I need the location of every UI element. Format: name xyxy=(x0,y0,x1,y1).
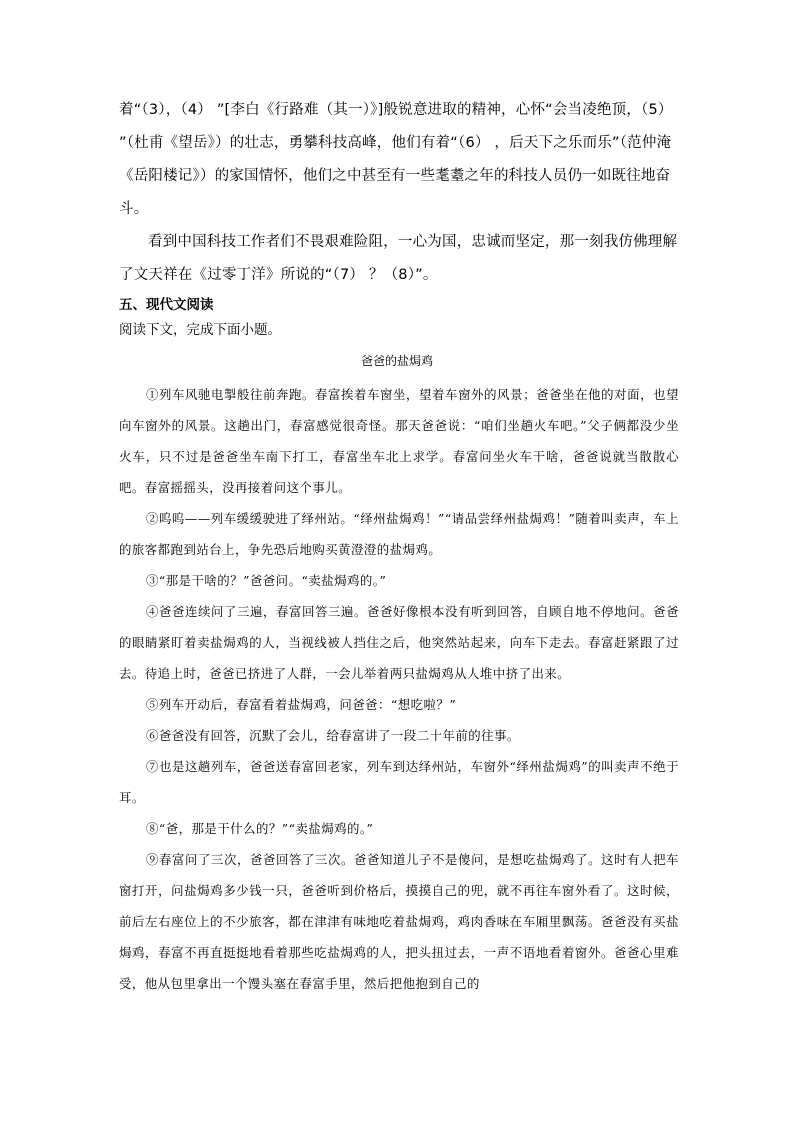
article-paragraph-8: ⑧“爸，那是干什么的？”“卖盐焗鸡的。” xyxy=(146,821,374,836)
section-instruction: 阅读下文，完成下面小题。 xyxy=(119,322,281,338)
intro-passage xyxy=(119,94,685,292)
article-paragraph-1: ①列车风驰电掣般往前奔跑。春富挨着车窗坐，望着车窗外的风景；爸爸坐在他的对面，也望向车窗外的风景。这趟出门，春富感觉很奇怪。那天爸爸说：“咱们坐趟火车吧。”父子俩都没少坐火车，只不过是爸爸坐车南下打工，春富坐车北上求学。春富问坐火车干啥，爸爸说就当散散心吧。春富摇摇头，没再接着问这个事儿。 xyxy=(119,387,679,495)
article-paragraph-7: ⑦也是这趟列车，爸爸送春富回老家，列车到达绎州站，车窗外“绎州盐焗鸡”的叫卖声不绝于耳。 xyxy=(119,759,679,805)
article-paragraph-6: ⑥爸爸没有回答，沉默了会儿，给春富讲了一段二十年前的往事。 xyxy=(146,728,520,743)
article-paragraph-9: ⑨春富问了三次，爸爸回答了三次。爸爸知道儿子不是傻问，是想吃盐焗鸡了。这时有人把车窗打开，问盐焗鸡多少钱一只，爸爸听到价格后，摸摸自己的兜，就不再往车窗外看了。这时候，前后左右座位上的不少旅客，都在津津有味地吃着盐焗鸡，鸡肉香味在车厢里飘荡。爸爸没有买盐焗鸡，春富不再直挺挺地看着那些吃盐焗鸡的人，把头扭过去，一声不语地看着窗外。爸爸心里难受，他从包里拿出一个馒头塞在春富手里，然后把他抱到自己的 xyxy=(119,852,679,991)
article-paragraph-2: ②呜呜——列车缓缓驶进了绎州站。“绎州盐焗鸡！”“请品尝绎州盐焗鸡！”随着叫卖声，车上的旅客都跑到站台上，争先恐后地购买黄澄澄的盐焗鸡。 xyxy=(119,511,679,557)
article-paragraph-4: ④爸爸连续问了三遍，春富回答三遍。爸爸好像根本没有听到回答，自顾自地不停地问。爸爸的眼睛紧盯着卖盐焗鸡的人，当视线被人挡住之后，他突然站起来，向车下走去。春富赶紧跟了过去。待追上时，爸爸已挤进了人群，一会儿举着两只盐焗鸡从人堆中挤了出来。 xyxy=(119,604,679,681)
article-paragraph-5: ⑤列车开动后，春富看着盐焗鸡，问爸爸：“想吃啦？” xyxy=(146,697,457,712)
intro-paragraph-1: 着“（3），（4） ”[李白《行路难（其一）》]般锐意进取的精神，心怀“会当凌绝顶，（5） ”（杜甫《望岳》）的壮志，勇攀科技高峰，他们有着“（6） ，后天下之乐而乐”（范仲淹《岳阳楼记》）的家国情怀，他们之中甚至有一些耄耋之年的科技人员仍一如既往地奋斗。 xyxy=(119,102,673,217)
section-heading: 五、现代文阅读 xyxy=(119,297,214,313)
article-paragraph-3: ③“那是干啥的？”爸爸问。“卖盐焗鸡的。” xyxy=(146,573,387,588)
article-body xyxy=(119,379,679,999)
intro-paragraph-2: 看到中国科技工作者们不畏艰难险阻，一心为国，忠诚而坚定，那一刻我仿佛理解了文天祥在《过零丁洋》所说的“（7） ？（8）”。 xyxy=(119,234,678,283)
article-title: 爸爸的盐焗鸡 xyxy=(360,354,433,368)
